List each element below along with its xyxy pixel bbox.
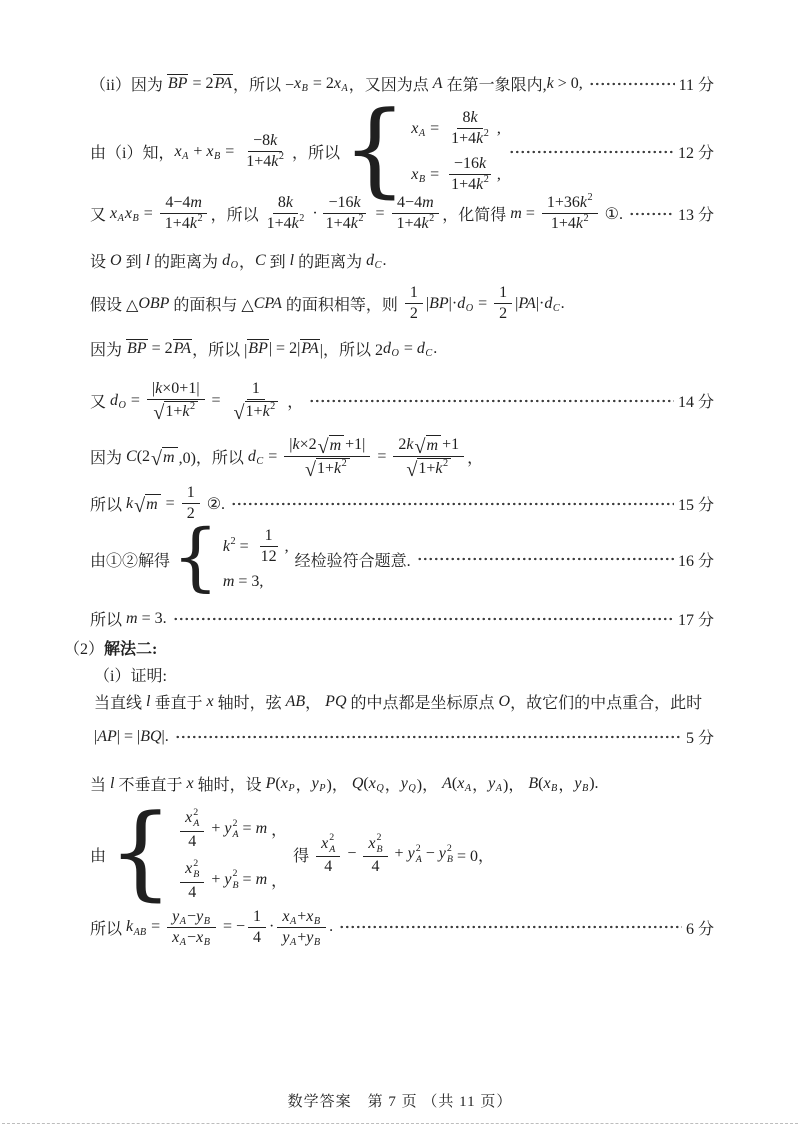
math-line: 所以 k AB = y A − y B x A − x B = − $\frac{1}{4}$ · x A + x B y A + y B . 6 分	[90, 907, 714, 949]
math-line: 设 O 到 l 的距离为 d O ， C 到 l 的距离为 d C .	[90, 251, 387, 272]
section-heading: （i）证明:	[94, 668, 167, 685]
math-line: | AP | = | BQ |. 5 分	[94, 727, 714, 747]
page-footer-text: 数学答案 第 7 页 （共 11 页）	[287, 1094, 513, 1110]
section-heading: （2） 解法二:	[64, 641, 158, 658]
math-line: 假设 △ OBP 的面积与 △ CPA 的面积相等，则 $\frac{1}{2}$ | BP |· d O = $\frac{1}{2}$ | PA |· d C .	[90, 284, 565, 322]
math-line: 当 l 不垂直于 x 轴时，设 P ( x P ， y P )， Q ( x Q ， y Q )， A ( x A ， y A )， B ( x B ， y B ).	[90, 774, 599, 795]
math-line: 当直线 l 垂直于 x 轴时，弦 AB ， PQ 的中点都是坐标原点 O ，故它们的中点重合，此时	[94, 692, 703, 712]
math-line: 由①②解得 { k 2 = $\frac{1}{12}$ , m = 3, 经检验符合题意. 16 分	[64, 527, 714, 591]
math-line: 所以 m = 3. 17 分	[90, 609, 714, 629]
math-line: （ii）因为 BP = 2 PA ，所以 − x B = 2 x A ，又因为点 A 在第一象限内, k > 0, 11 分	[90, 74, 714, 95]
cut-line	[2, 1123, 798, 1124]
solution-body	[64, 72, 714, 947]
math-line: 又 x A x B = 4−4 m 1+4 k 2 ，所以 8 k 1+4 k 2 · −16 k 1+4 k 2 = 4−4 m 1+4 k 2 ，化简得 m = 1+36 k 2 1+4 k 2 ①. 13 分	[90, 192, 714, 232]
math-line: 所以 k √ m = $\frac{1}{2}$ ②. 15 分	[90, 484, 714, 522]
math-line: 因为 C (2 √ m ,0)，所以 d C = | k ×2 √ m +1| √ 1+ k 2 = 2 k √ m +1 √ 1+ k 2 ，	[90, 436, 484, 481]
math-line: 由（i）知， x A + x B = −8 k 1+4 k 2 ，所以 { x A = 8 k 1+4 k 2 , x B = −16 k 1+4 k 2 , 12 分	[64, 109, 714, 194]
math-line: 由 { x 2 A 4 + y 2 A = m ， x 2 B 4 + y 2 B = m ， 得 x 2 A 4 − x 2 B 4 + y 2 A − y 2 B = 0，	[64, 807, 714, 902]
math-line: 又 d O = | k ×0+1| √ 1+ k 2 = 1 √ 1+ k 2 ， 14 分	[90, 380, 714, 424]
math-line: 因为 BP = 2 PA ，所以 | BP | = 2| PA |，所以 2 d O = d C .	[90, 339, 438, 360]
